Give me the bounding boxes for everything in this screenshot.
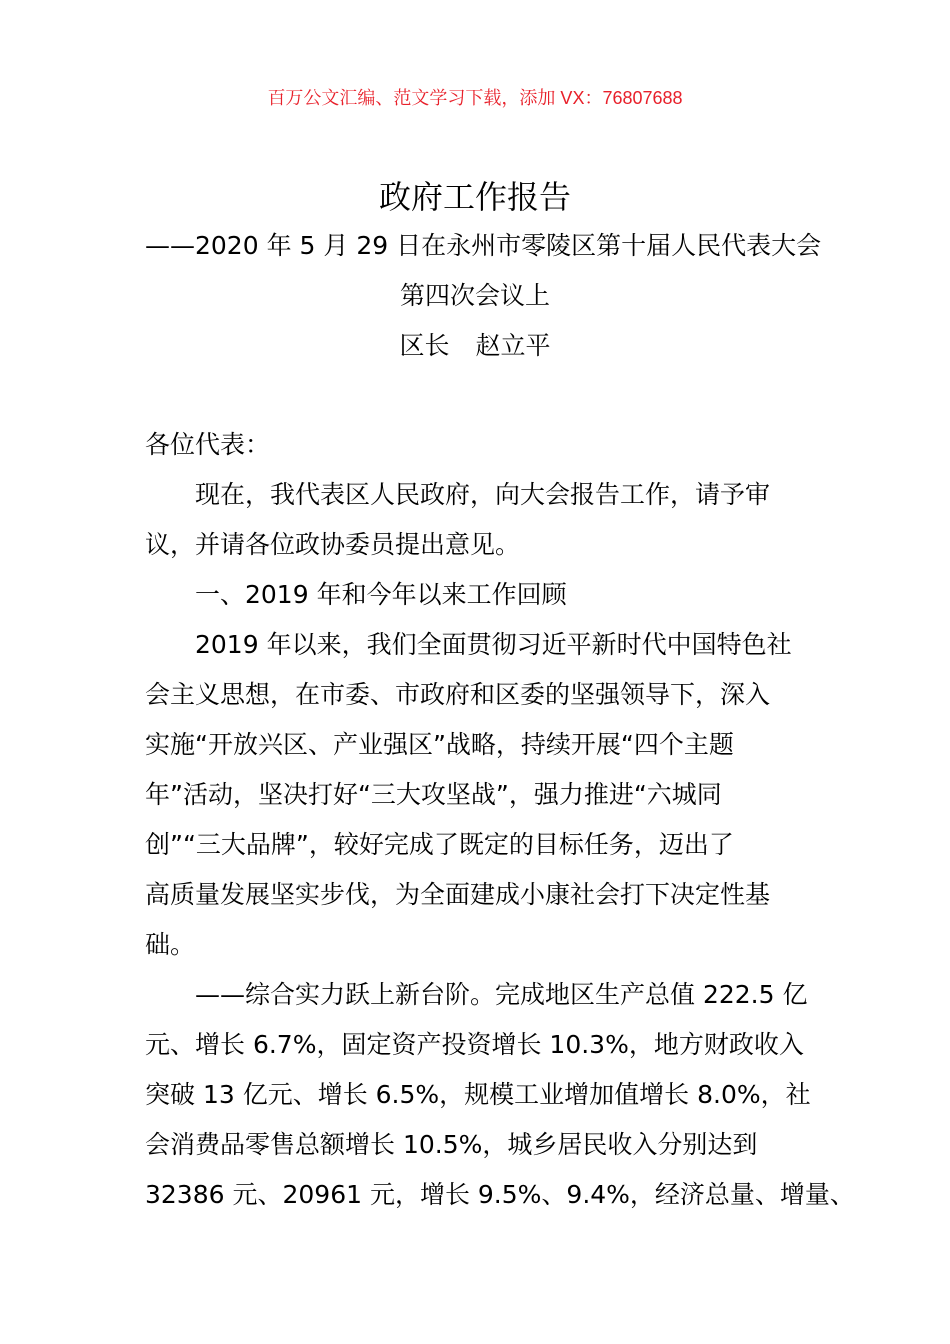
paragraph-line: 2019 年以来，我们全面贯彻习近平新时代中国特色社 xyxy=(195,630,792,659)
paragraph-line: ——综合实力跃上新台阶。完成地区生产总值 222.5 亿 xyxy=(195,980,808,1009)
subtitle-line-1: ——2020 年 5 月 29 日在永州市零陵区第十届人民代表大会 xyxy=(145,231,822,260)
paragraph-line: 实施“开放兴区、产业强区”战略，持续开展“四个主题 xyxy=(145,730,734,759)
paragraph-1 xyxy=(145,470,807,570)
greeting: 各位代表： xyxy=(145,430,271,459)
paragraph-line: 突破 13 亿元、增长 6.5%，规模工业增加值增长 8.0%，社 xyxy=(145,1080,811,1109)
document-title: 政府工作报告 xyxy=(378,178,571,216)
section-heading xyxy=(145,570,807,620)
paragraph-line: 议，并请各位政协委员提出意见。 xyxy=(145,530,521,559)
paragraph-line: 会消费品零售总额增长 10.5%，城乡居民收入分别达到 xyxy=(145,1130,758,1159)
paragraph-line: 32386 元、20961 元，增长 9.5%、9.4%，经济总量、增量、 xyxy=(145,1180,855,1209)
paragraph-line: 现在，我代表区人民政府，向大会报告工作，请予审 xyxy=(195,480,771,509)
paragraph-line: 年”活动，坚决打好“三大攻坚战”，强力推进“六城同 xyxy=(145,780,722,809)
paragraph-line: 会主义思想，在市委、市政府和区委的坚强领导下，深入 xyxy=(145,680,771,709)
speaker-role: 区长 xyxy=(399,331,450,360)
paragraph-2 xyxy=(145,620,807,970)
paragraph-3 xyxy=(145,970,855,1220)
paragraph-line: 础。 xyxy=(145,930,196,959)
paragraph-line: 高质量发展坚实步伐，为全面建成小康社会打下决定性基 xyxy=(145,880,771,909)
section-heading-text: 一、2019 年和今年以来工作回顾 xyxy=(195,580,567,609)
paragraph-line: 创”“三大品牌”，较好完成了既定的目标任务，迈出了 xyxy=(145,830,734,859)
speaker-line xyxy=(145,326,805,366)
watermark-header: 百万公文汇编、范文学习下载，添加 VX：76807688 xyxy=(267,88,683,108)
subtitle-line-2: 第四次会议上 xyxy=(399,281,550,310)
speaker-name: 赵立平 xyxy=(475,331,551,360)
paragraph-line: 元、增长 6.7%，固定资产投资增长 10.3%，地方财政收入 xyxy=(145,1030,804,1059)
